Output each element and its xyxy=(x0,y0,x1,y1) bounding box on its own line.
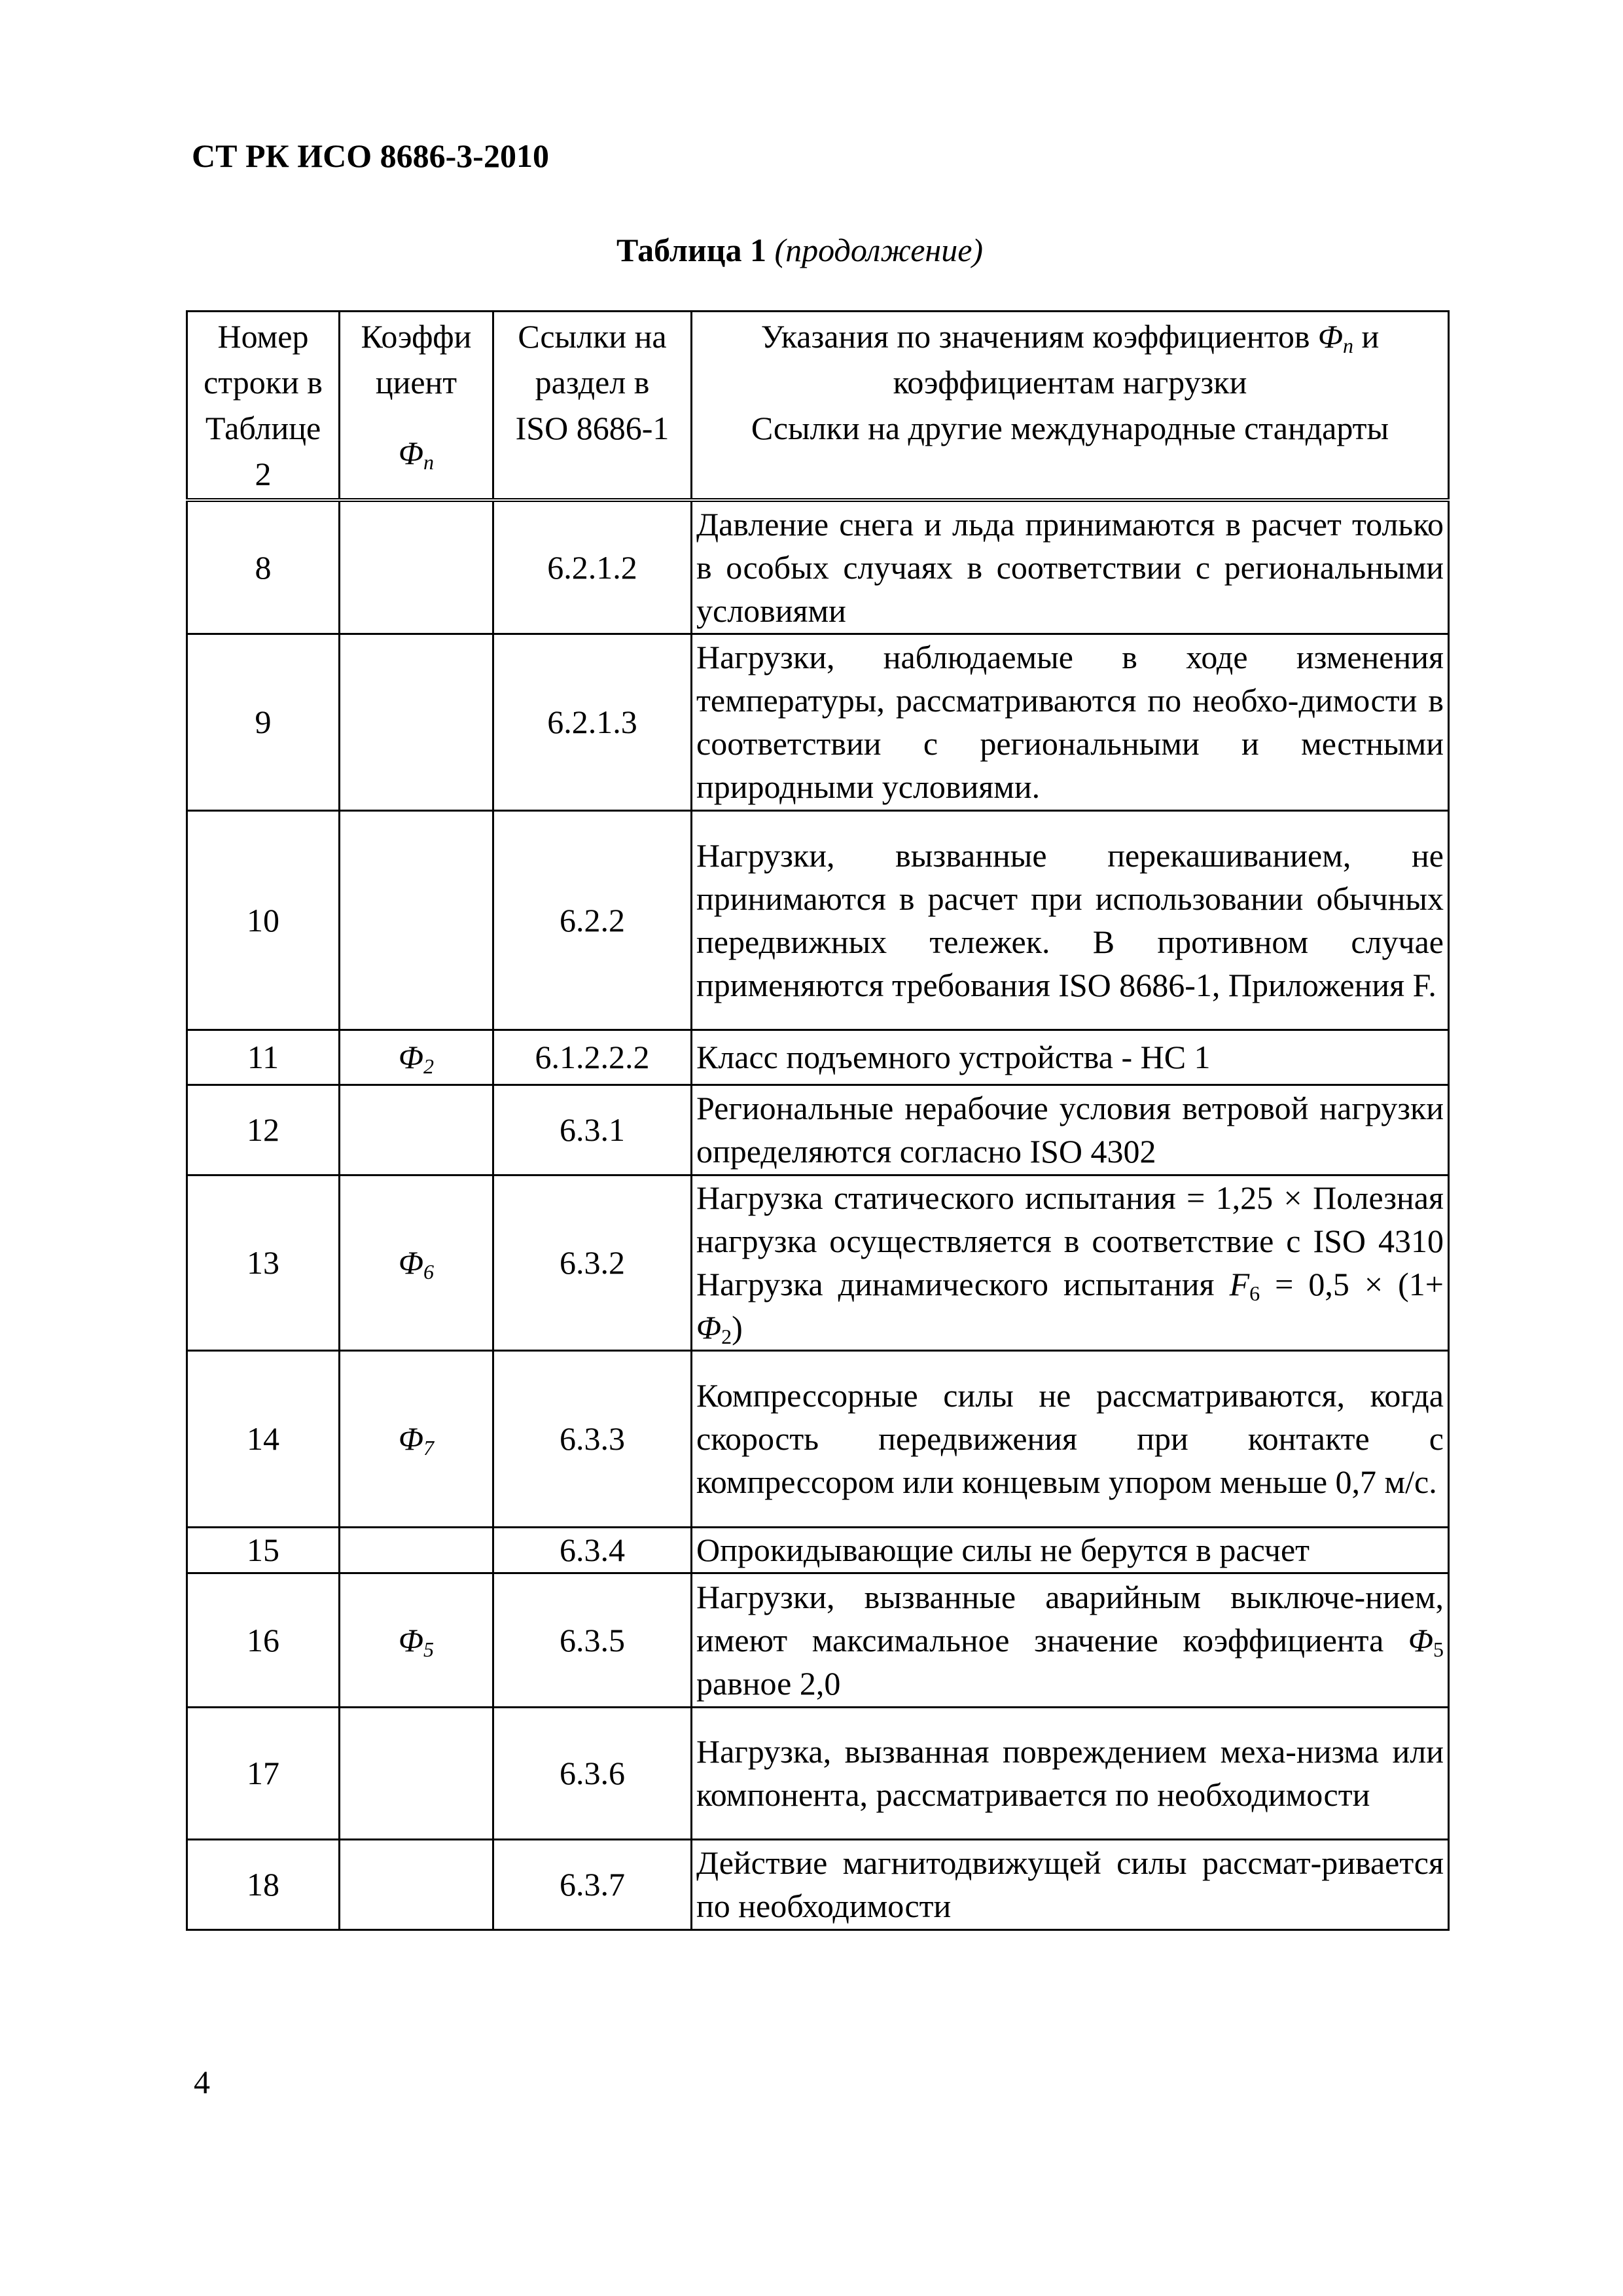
row-coefficient xyxy=(340,1085,493,1175)
f-symbol: F xyxy=(1229,1266,1250,1302)
table-row xyxy=(187,1085,1449,1175)
row-iso-reference: 6.3.4 xyxy=(493,1527,692,1573)
row-number: 10 xyxy=(187,810,340,1030)
description-text: Нагрузки, вызванные аварийным выключе-нием, имеют максимальное значение коэффициента xyxy=(696,1578,1444,1659)
table-row xyxy=(187,1350,1449,1527)
row-description: Нагрузки, вызванные перекашиванием, не принимаются в расчет при использовании обычных передвижных тележек. В противном случае применяются требования ISO 8686-1, Приложения F. xyxy=(692,810,1449,1030)
phi-subscript: 5 xyxy=(423,1637,435,1661)
row-description: Нагрузки, наблюдаемые в ходе изменения температуры, рассматриваются по необхо-димости в соответствии с региональными и местными природными условиями. xyxy=(692,634,1449,810)
row-coefficient xyxy=(340,500,493,634)
phi-symbol: Φ xyxy=(1317,318,1343,355)
row-number: 14 xyxy=(187,1350,340,1527)
header-iso-reference-line: раздел в xyxy=(535,364,650,401)
row-coefficient xyxy=(340,810,493,1030)
table-row xyxy=(187,1839,1449,1929)
row-iso-reference: 6.3.1 xyxy=(493,1085,692,1175)
phi-symbol: Φ xyxy=(398,1244,424,1281)
row-number: 16 xyxy=(187,1573,340,1707)
header-row-number-line: 2 xyxy=(255,456,272,492)
phi-symbol: Φ xyxy=(1408,1621,1433,1659)
table-header xyxy=(187,312,1449,501)
row-number: 8 xyxy=(187,500,340,634)
row-number: 13 xyxy=(187,1175,340,1350)
phi-subscript: 7 xyxy=(423,1436,435,1460)
f-subscript: 6 xyxy=(1249,1282,1260,1305)
phi-subscript: 2 xyxy=(423,1054,435,1078)
table-row xyxy=(187,1030,1449,1085)
row-coefficient xyxy=(340,1350,493,1527)
row-coefficient xyxy=(340,1839,493,1929)
row-description xyxy=(692,1573,1449,1707)
description-text: Нагрузка статического испытания = 1,25 × Полезная нагрузка осуществляется в соответствие с ISO 4310 Нагрузка динамического испытания xyxy=(696,1179,1444,1302)
header-description-line-2: коэффициентам нагрузки xyxy=(893,364,1247,401)
header-row-number-line: Номер xyxy=(217,318,309,355)
phi-subscript: 2 xyxy=(721,1325,732,1348)
document-code: СТ РК ИСО 8686-3-2010 xyxy=(192,137,549,174)
row-description: Нагрузка, вызванная повреждением меха-низма или компонента, рассматривается по необходимости xyxy=(692,1707,1449,1839)
row-iso-reference: 6.1.2.2.2 xyxy=(493,1030,692,1085)
phi-symbol: Φ xyxy=(398,1420,424,1457)
header-coefficient-symbol xyxy=(344,430,488,476)
row-description: Класс подъемного устройства - НС 1 xyxy=(692,1030,1449,1085)
row-iso-reference: 6.3.6 xyxy=(493,1707,692,1839)
header-description xyxy=(692,312,1449,501)
row-number: 9 xyxy=(187,634,340,810)
row-iso-reference: 6.3.3 xyxy=(493,1350,692,1527)
row-number: 11 xyxy=(187,1030,340,1085)
row-iso-reference: 6.2.2 xyxy=(493,810,692,1030)
table-header-row xyxy=(187,312,1449,501)
row-number: 15 xyxy=(187,1527,340,1573)
row-description xyxy=(692,1175,1449,1350)
header-coefficient xyxy=(340,312,493,501)
row-number: 17 xyxy=(187,1707,340,1839)
row-iso-reference: 6.2.1.3 xyxy=(493,634,692,810)
table-row xyxy=(187,500,1449,634)
phi-subscript: n xyxy=(423,450,435,474)
header-iso-reference-line: Ссылки на xyxy=(518,318,667,355)
phi-subscript: n xyxy=(1343,334,1353,357)
row-iso-reference: 6.2.1.2 xyxy=(493,500,692,634)
table-row xyxy=(187,1527,1449,1573)
row-coefficient xyxy=(340,634,493,810)
phi-symbol: Φ xyxy=(398,435,424,471)
row-description: Опрокидывающие силы не берутся в расчет xyxy=(692,1527,1449,1573)
table-row xyxy=(187,634,1449,810)
page-number: 4 xyxy=(194,2064,210,2100)
header-iso-reference-line: ISO 8686-1 xyxy=(515,410,669,446)
table-row xyxy=(187,810,1449,1030)
loads-table xyxy=(186,310,1450,1931)
row-coefficient xyxy=(340,1573,493,1707)
header-description-line-3: Ссылки на другие международные стандарты xyxy=(751,410,1389,446)
phi-subscript: 6 xyxy=(423,1260,435,1283)
table-row xyxy=(187,1175,1449,1350)
table-caption xyxy=(616,230,983,270)
phi-subscript: 5 xyxy=(1433,1637,1444,1661)
header-iso-reference xyxy=(493,312,692,501)
header-row-number xyxy=(187,312,340,501)
header-coefficient-line: циент xyxy=(375,364,457,401)
header-description-line-1 xyxy=(696,314,1444,359)
table-caption-label: Таблица 1 xyxy=(616,232,767,268)
row-number: 12 xyxy=(187,1085,340,1175)
header-description-text: Указания по значениям коэффициентов xyxy=(760,318,1310,355)
table-caption-note: (продолжение) xyxy=(774,232,984,268)
phi-symbol: Φ xyxy=(398,1039,424,1075)
header-row-number-line: строки в xyxy=(204,364,323,401)
row-description: Региональные нерабочие условия ветровой нагрузки определяются согласно ISO 4302 xyxy=(692,1085,1449,1175)
description-text: ) xyxy=(732,1309,743,1346)
table-row xyxy=(187,1707,1449,1839)
row-iso-reference: 6.3.2 xyxy=(493,1175,692,1350)
row-coefficient xyxy=(340,1175,493,1350)
table-row xyxy=(187,1573,1449,1707)
row-coefficient xyxy=(340,1030,493,1085)
table-body xyxy=(187,500,1449,1929)
row-description: Давление снега и льда принимаются в расчет только в особых случаях в соответствии с региональными условиями xyxy=(692,500,1449,634)
header-description-text: и xyxy=(1361,318,1380,355)
description-text: равное 2,0 xyxy=(696,1664,841,1702)
row-description: Компрессорные силы не рассматриваются, когда скорость передвижения при контакте с компрессором или концевым упором меньше 0,7 м/с. xyxy=(692,1350,1449,1527)
row-iso-reference: 6.3.7 xyxy=(493,1839,692,1929)
row-iso-reference: 6.3.5 xyxy=(493,1573,692,1707)
row-number: 18 xyxy=(187,1839,340,1929)
row-coefficient xyxy=(340,1527,493,1573)
row-coefficient xyxy=(340,1707,493,1839)
phi-symbol: Φ xyxy=(696,1309,722,1346)
header-row-number-line: Таблице xyxy=(205,410,321,446)
phi-symbol: Φ xyxy=(398,1621,424,1659)
row-description: Действие магнитодвижущей силы рассмат-ривается по необходимости xyxy=(692,1839,1449,1929)
description-text: = 0,5 × (1+ xyxy=(1260,1266,1444,1302)
header-coefficient-line: Коэффи xyxy=(361,318,472,355)
